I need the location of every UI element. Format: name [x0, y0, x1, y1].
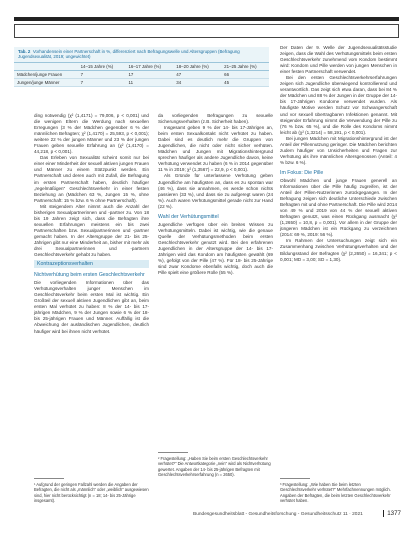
journal-footer: Bundesgesundheitsblatt - Gesundheitsforschung - Gesundheitsschutz 11 · 2021: [193, 512, 363, 517]
table-cell: 17: [125, 70, 173, 78]
table-header-row: [14, 62, 269, 70]
paragraph: Bei den ersten Geschlechtsverkehrserfahrungen zeigen sich Jugendliche überwiegend kontrollierend und verantwortlich. Das zeigt sich etwa daran, dass bei 84 % der Mädchen und 88 % der Jungen in der Gruppe der 14- bis 17-Jährigen Kondome verwendet wurden. Als häufigste Motive werden Schutz vor Schwangerschaft und vor sexuell übertragbaren Infektionen genannt. Mit steigender Erfahrung nimmt die Verwendung der Pille zu (76 % bzw. 65 %), und die Rolle des Kondoms nimmt leicht ab (χ² (1,3214) = 58,191, p < 0,001).: [280, 75, 397, 135]
table-cell: 45: [221, 78, 269, 86]
footnote-1: [34, 478, 149, 504]
footnote-2: [158, 452, 273, 478]
section-heading: Kontrazeptionsverhalten: [34, 260, 149, 268]
table-header-cell: 16–17 Jahre (%): [125, 62, 173, 70]
table-header-cell: 21–25 Jahre (%): [221, 62, 269, 70]
footnote-rule: [34, 478, 64, 479]
paragraph: Insgesamt geben 9 % der 14- bis 17-Jährigen an, beim ersten Sexualkontakt nicht verhütet zu haben. Dabei sind es deutlich mehr die Gruppen von Jugendlichen, die nicht oder nicht sicher verhüten. Mädchen und Jungen mit Migrationshintergrund sprechen häufiger als andere Jugendliche davon, keine Verhütung verwendet zu haben (6 % in 2014 gegenüber 11 % in 2019; χ² (1,3567) = 22,9, p < 0,001).: [158, 125, 273, 173]
paragraph: Bei jungen Mädchen mit Migrationshintergrund ist der Anteil der Pillennutzung geringer. Die Mädchen berichten zudem häufiger von Unsicherheiten und Fragen zur Verhütung als ihre männlichen Altersgenossen (Anteil: 4 % bzw. 6 %).: [280, 135, 397, 165]
footnote-rule: [280, 478, 310, 479]
page-number: 1377: [383, 510, 401, 517]
subsection-heading: Im Fokus: Die Pille: [280, 169, 324, 176]
table-header-cell: 18–20 Jahre (%): [173, 62, 221, 70]
table-row: [14, 78, 269, 86]
text-column-3: [280, 45, 397, 263]
paragraph: Mit steigendem Alter nimmt auch die Anzahl der bisherigen Sexualpartnerinnen und -partner zu. Von 18 bis 19 Jahren zeigt sich, dass die Befragten ihre sexuellen Erfahrungen meistens ein bis zwei Partnerschaften bzw. Sexualpartnerinnen und -partner gemacht haben. In der Altersgruppe der 21- bis 25-Jährigen gibt nur eine Minderheit an, bisher mit mehr als drei Sexualpartnerinnen und -partnern Geschlechtsverkehr gehabt zu haben.: [34, 203, 149, 258]
subsection-heading: Nichtverhütung beim ersten Geschlechtsverkehr: [34, 272, 145, 279]
paragraph: Obwohl Mädchen und junge Frauen generell an Informationen über die Pille häufig zugreifen, ist der Anteil der Pillen-Nutzerinnen zurückgegangen. In der Befragung zeigen sich deutliche Unterschiede zwischen Befragten mit und ohne Partnerschaft. Die Pille wird 2014 von 49 % und 2019 von 44 % der sexuell aktiven Befragten genutzt, was einen Rückgang ausmacht (χ² (1,2650) = 10,8, p = 0,001). Vor allem in der Gruppe der jüngeren Mädchen ist ein Rückgang zu verzeichnen (2014: 69 %, 2019: 56 %).: [280, 177, 397, 238]
table-cell: Jungen/junge Männer: [14, 78, 78, 86]
table-header-cell: [14, 62, 78, 70]
header-rule: [14, 17, 399, 21]
paragraph: Als Gründe für unterlassene Verhütung geben Jugendliche am häufigsten an, dass es zu spontan war (46 %), dass sie annahmen, es werde schon nichts passieren (33 %), und dass sie zu aufgeregt waren (24 %). Auch waren Verhütungsmittel gerade nicht zur Hand (22 %).: [158, 173, 273, 209]
table-cell: 47: [173, 70, 221, 78]
table-cell: 7: [78, 70, 126, 78]
table-2: [14, 47, 269, 87]
table-row: [14, 70, 269, 78]
table-cell: Mädchen/junge Frauen: [14, 70, 78, 78]
table-caption: [14, 47, 269, 62]
table-cell: 34: [173, 78, 221, 86]
paragraph: Der Daten der 9. Welle der Jugendsexualitätsstudie zeigen, dass die Wahl des Verhütungsmittels beim ersten Geschlechtsverkehr zunehmend vom Kondom bestimmt wird: Kondom und Pille werden von jungen Menschen in einer festen Partnerschaft verwendet.: [280, 45, 397, 75]
text-column-1: [34, 113, 149, 335]
paragraph: Die vorliegenden Informationen über das Verhütungsverhalten junger Menschen im Geschlechtsverkehr beim ersten Mal ist wichtig. Ein Großteil der sexuell aktiven Jugendlichen gibt an, beim ersten Mal verhütet zu haben: 8 % der 14- bis 17-jährigen Mädchen, 9 % der Jungen sowie 6 % der 18- bis 25-jährigen Frauen und Männer. Auffällig ist die Abweichung der ausländischen Jugendlichen, deutlich häufiger wird bei ihnen nicht verhütet.: [34, 280, 149, 334]
paragraph: ding notwendig (χ² (1,4171) = 79,006, p < 0,001) und die wenigen Eltern die Werdung nach sexuellen Erregungen (3 % der Mädchen gegenüber 6 % der männlichen Befragten; χ² (1,4170) = 25,593, p < 0,001); weitere 22 % der jungen Männer und 23 % der jungen Frauen geben sexuelle Erfahrung an (χ² (1,4170) = 44,218, p < 0,001).: [34, 113, 149, 155]
subsection-heading: Wahl der Verhütungsmittel: [158, 213, 219, 220]
table-caption-text: Vorhandensein einer Partnerschaft in %, differenziert nach Befragungswelle und Altersgruppen (Befragung Jugendsexualität, 2019; ungewichtet): [18, 49, 240, 60]
paragraph: Jugendliche verfügen über ein breites Wissen zu Verhütungsmitteln. Dabei ist wichtig, wie die genaue Quelle der Verhütungsmethoden beim ersten Geschlechtsverkehr genutzt wird. Bei den erfahrenen Jugendlichen in der Altersgruppe der 14- bis 17-Jährigen wird das Kondom am häufigsten gewählt (69 %), gefolgt von der Pille (47 %). Für 18- bis 25-Jährige sind zwar Kondome ebenfalls wichtig, doch auch die Pille spielt eine größere Rolle (55 %).: [158, 221, 273, 276]
table-cell: 11: [125, 78, 173, 86]
data-table: [14, 62, 269, 87]
footnote-rule: [158, 452, 188, 453]
footnote-3: [280, 478, 397, 504]
header-box: [14, 24, 399, 38]
footnote-text: ³ Fragestellung: „Wie haben Sie beim letzten Geschlechtsverkehr verhütet?“ Mehrfachnennungen möglich. Angaben der Befragten, die beim letzten Geschlechtsverkehr verhütet haben.: [280, 481, 391, 504]
table-cell: 66: [221, 70, 269, 78]
table-cell: 7: [78, 78, 126, 86]
text-column-2: [158, 113, 273, 276]
paragraph: Das Erleben von Sexualität scheint somit nur bei einer einer Minderheit der sexuell aktiven jungen Frauen und Männer zu einem Stützpunkt werden. Ein Partnerschaft und deren auch mit Zufall, die Befragung im ersten Partnerschaft haben, deutlich häufiger „regelmäßigen“ Geschlechtsverkehr in einer festen Beziehung an (Mädchen 63 %, Jungen 15 %, ohne Partnerschaft: 15 % bzw. 6 % ohne Partnerschaft).: [34, 155, 149, 203]
footnote-text: ¹ Aufgrund der geringen Fallzahl werden die Angaben der Befragten, die nicht als „männlich“ oder „weiblich“ ausgewiesen sind, hier nicht berücksichtigt (n = 18; 14- bis 25-Jährige insgesamt).: [34, 481, 149, 504]
table-caption-label: Tab. 2: [18, 49, 31, 54]
paragraph: da vorliegenden Befragungen zu sexuelle Sicherungsverhalten (z.B. Sicherheit haben).: [158, 113, 273, 125]
paragraph: Im Rahmen der Untersuchungen zeigt sich ein Zusammenhang zwischen Verhütungsverhalten und der Bildungsstand der Befragten (χ² (2,2650) = 16,341; p < 0,001; MD = 3,00; SD = 1,30).: [280, 238, 397, 262]
footnote-text: ² Fragestellung: „Haben Sie beim ersten Geschlechtsverkehr verhütet?“ Die Antwortkategorie „nein“ wird als Nichtverhütung gewertet. Angaben der 14- bis 25-jährigen Befragten mit Geschlechtsverkehrserfahrung (n = 2650).: [158, 455, 271, 478]
table-header-cell: 14–15 Jahre (%): [78, 62, 126, 70]
